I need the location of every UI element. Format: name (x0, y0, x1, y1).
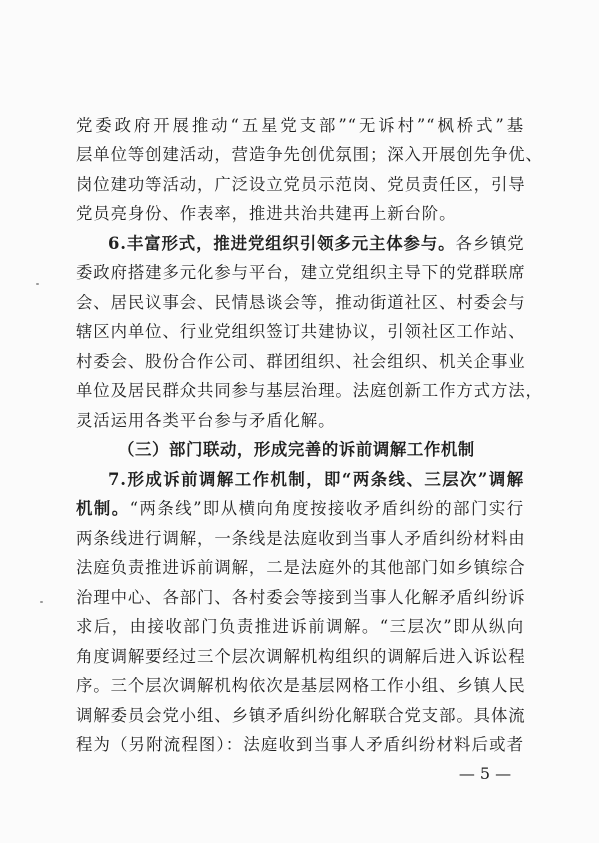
paragraph-7-title: 7.形成诉前调解工作机制，即“两条线、三层次”调解 (108, 470, 524, 489)
paragraph-7-second-line-rest: “两条线”即从横向角度按接收矛盾纠纷的部门实行 (129, 499, 524, 518)
text-line: 委政府搭建多元化参与平台，建立党组织主导下的党群联席 (76, 263, 526, 282)
paragraph-7-second-line (76, 498, 524, 520)
text-line: 单位及居民群众共同参与基层治理。法庭创新工作方式方法， (76, 381, 543, 400)
text-line: 灵活运用各类平台参与矛盾化解。 (76, 411, 336, 430)
text-line: 程为（另附流程图）：法庭收到当事人矛盾纠纷材料后或者 (76, 735, 524, 754)
paragraph-7-title-end: 机制。 (76, 499, 130, 518)
paragraph-6-first-line-rest: 各乡镇党 (455, 234, 525, 253)
text-line: 村委会、股份合作公司、群团组织、社会组织、机关企事业 (76, 352, 526, 371)
text-line: 序。三个层次调解机构依次是基层网格工作小组、乡镇人民 (76, 676, 526, 695)
page-number: — 5 — (458, 764, 512, 783)
text-line: 角度调解要经过三个层次调解机构组织的调解后进入诉讼程 (76, 647, 526, 666)
paragraph-6-first-line (108, 233, 524, 255)
text-line: 求后，由接收部门负责推进诉前调解。“三层次”即从纵向 (76, 617, 524, 636)
text-line: 党委政府开展推动“五星党支部”“无诉村”“枫桥式”基 (76, 116, 524, 135)
text-line: 会、居民议事会、民情恳谈会等，推动街道社区、村委会与 (76, 293, 526, 312)
scan-speck (40, 601, 43, 603)
text-line: 两条线进行调解，一条线是法庭收到当事人矛盾纠纷材料由 (76, 529, 526, 548)
text-line: 层单位等创建活动，营造争先创优氛围；深入开展创先争优、 (76, 145, 543, 164)
text-line: 法庭负责推进诉前调解，二是法庭外的其他部门如乡镇综合 (76, 558, 526, 577)
text-line: 治理中心、各部门、各村委会等接到当事人化解矛盾纠纷诉 (76, 588, 526, 607)
scan-speck (36, 283, 39, 285)
section-heading: （三）部门联动，形成完善的诉前调解工作机制 (118, 440, 475, 459)
text-line: 岗位建功等活动，广泛设立党员示范岗、党员责任区，引导 (76, 175, 526, 194)
text-line: 辖区内单位、行业党组织签订共建协议，引领社区工作站、 (76, 322, 526, 341)
paragraph-6-title: 6.丰富形式，推进党组织引领多元主体参与。 (108, 234, 456, 253)
text-line: 党员亮身份、作表率，推进共治共建再上新台阶。 (76, 204, 457, 223)
text-line: 调解委员会党小组、乡镇矛盾纠纷化解联合党支部。具体流 (76, 706, 526, 725)
